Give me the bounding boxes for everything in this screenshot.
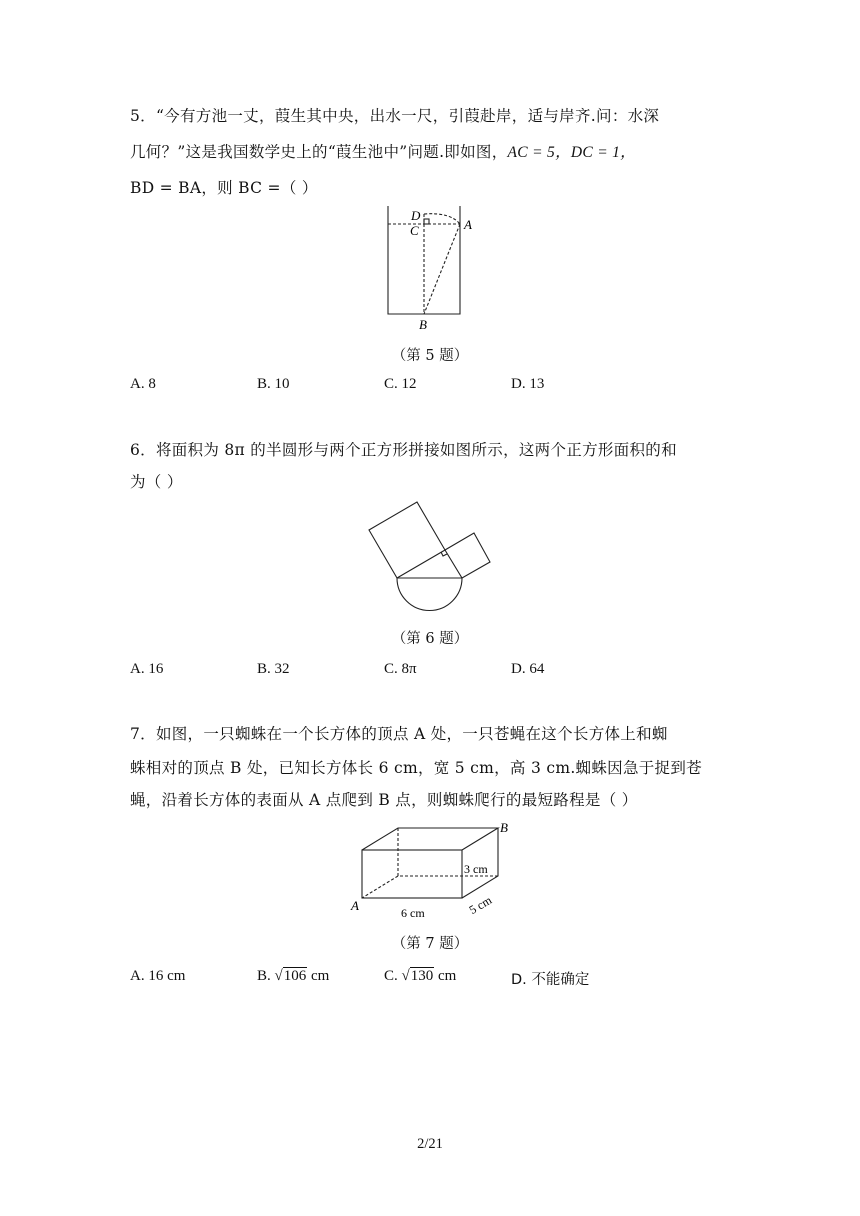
q7-label-b: B (500, 820, 508, 835)
q6-option-d: D. 64 (511, 661, 545, 677)
q7-label-height: 3 cm (464, 862, 488, 876)
q5-text-line2 (130, 140, 636, 162)
q6-option-b: B. 32 (257, 661, 290, 677)
q7-label-width: 5 cm (466, 892, 495, 917)
sqrt-symbol: √ (274, 968, 283, 984)
q6-semicircle-squares-figure (360, 496, 500, 620)
q5-label-b: B (419, 317, 427, 332)
q7-option-c-prefix: C. (384, 968, 402, 984)
q7-caption: （第 7 题） (391, 936, 469, 952)
q5-pond-figure (380, 202, 480, 334)
q7-cuboid-figure (344, 818, 524, 924)
q6-text-line2: 为（ ） (130, 473, 183, 491)
q7-text-line3: 蝇，沿着长方体的表面从 A 点爬到 B 点，则蜘蛛爬行的最短路程是（ ） (130, 791, 638, 809)
q5-option-c: C. 12 (384, 376, 417, 392)
q7-option-d (511, 968, 589, 989)
q5-text-line3: BD = BA，则 BC =（ ） (130, 179, 318, 197)
q5-label-d: D (411, 208, 421, 223)
q5-text-line2-prefix: 几何？”这是我国数学史上的“葭生池中”问题.即如图， (130, 143, 508, 161)
q6-caption: （第 6 题） (391, 631, 469, 647)
q5-label-a: A (464, 217, 472, 232)
q7-option-c-unit: cm (434, 968, 457, 984)
q7-text-line1: 7．如图，一只蜘蛛在一个长方体的顶点 A 处，一只苍蝇在这个长方体上和蜘 (130, 725, 668, 743)
q6-text-line1: 6．将面积为 8π 的半圆形与两个正方形拼接如图所示，这两个正方形面积的和 (130, 441, 677, 459)
q7-option-b-radicand: 106 (283, 968, 307, 984)
q7-option-c-radicand: 130 (410, 968, 434, 984)
q6-option-a: A. 16 (130, 661, 164, 677)
q5-option-d: D. 13 (511, 376, 545, 392)
q7-option-b-unit: cm (307, 968, 330, 984)
q5-caption: （第 5 题） (391, 348, 469, 364)
q6-option-c: C. 8π (384, 661, 417, 677)
page-number: 2/21 (417, 1136, 443, 1152)
q7-option-a: A. 16 cm (130, 968, 186, 984)
q7-text-line2: 蛛相对的顶点 B 处，已知长方体长 6 cm，宽 5 cm，高 3 cm.蜘蛛因急于捉到苍 (130, 759, 702, 777)
q7-option-b-prefix: B. (257, 968, 275, 984)
q5-option-a: A. 8 (130, 376, 156, 392)
q7-label-length: 6 cm (401, 906, 425, 920)
q5-text-line1: 5．“今有方池一丈，葭生其中央，出水一尺，引葭赴岸，适与岸齐.问：水深 (130, 107, 660, 125)
q5-option-b: B. 10 (257, 376, 290, 392)
q7-label-a: A (351, 898, 359, 913)
q5-text-line2-math: AC = 5，DC = 1， (507, 144, 636, 161)
q7-option-d-text: D. 不能确定 (511, 972, 590, 988)
q7-option-c (384, 968, 456, 985)
sqrt-symbol: √ (401, 968, 410, 984)
q7-option-b (257, 968, 329, 985)
q5-label-c: C (410, 223, 419, 238)
